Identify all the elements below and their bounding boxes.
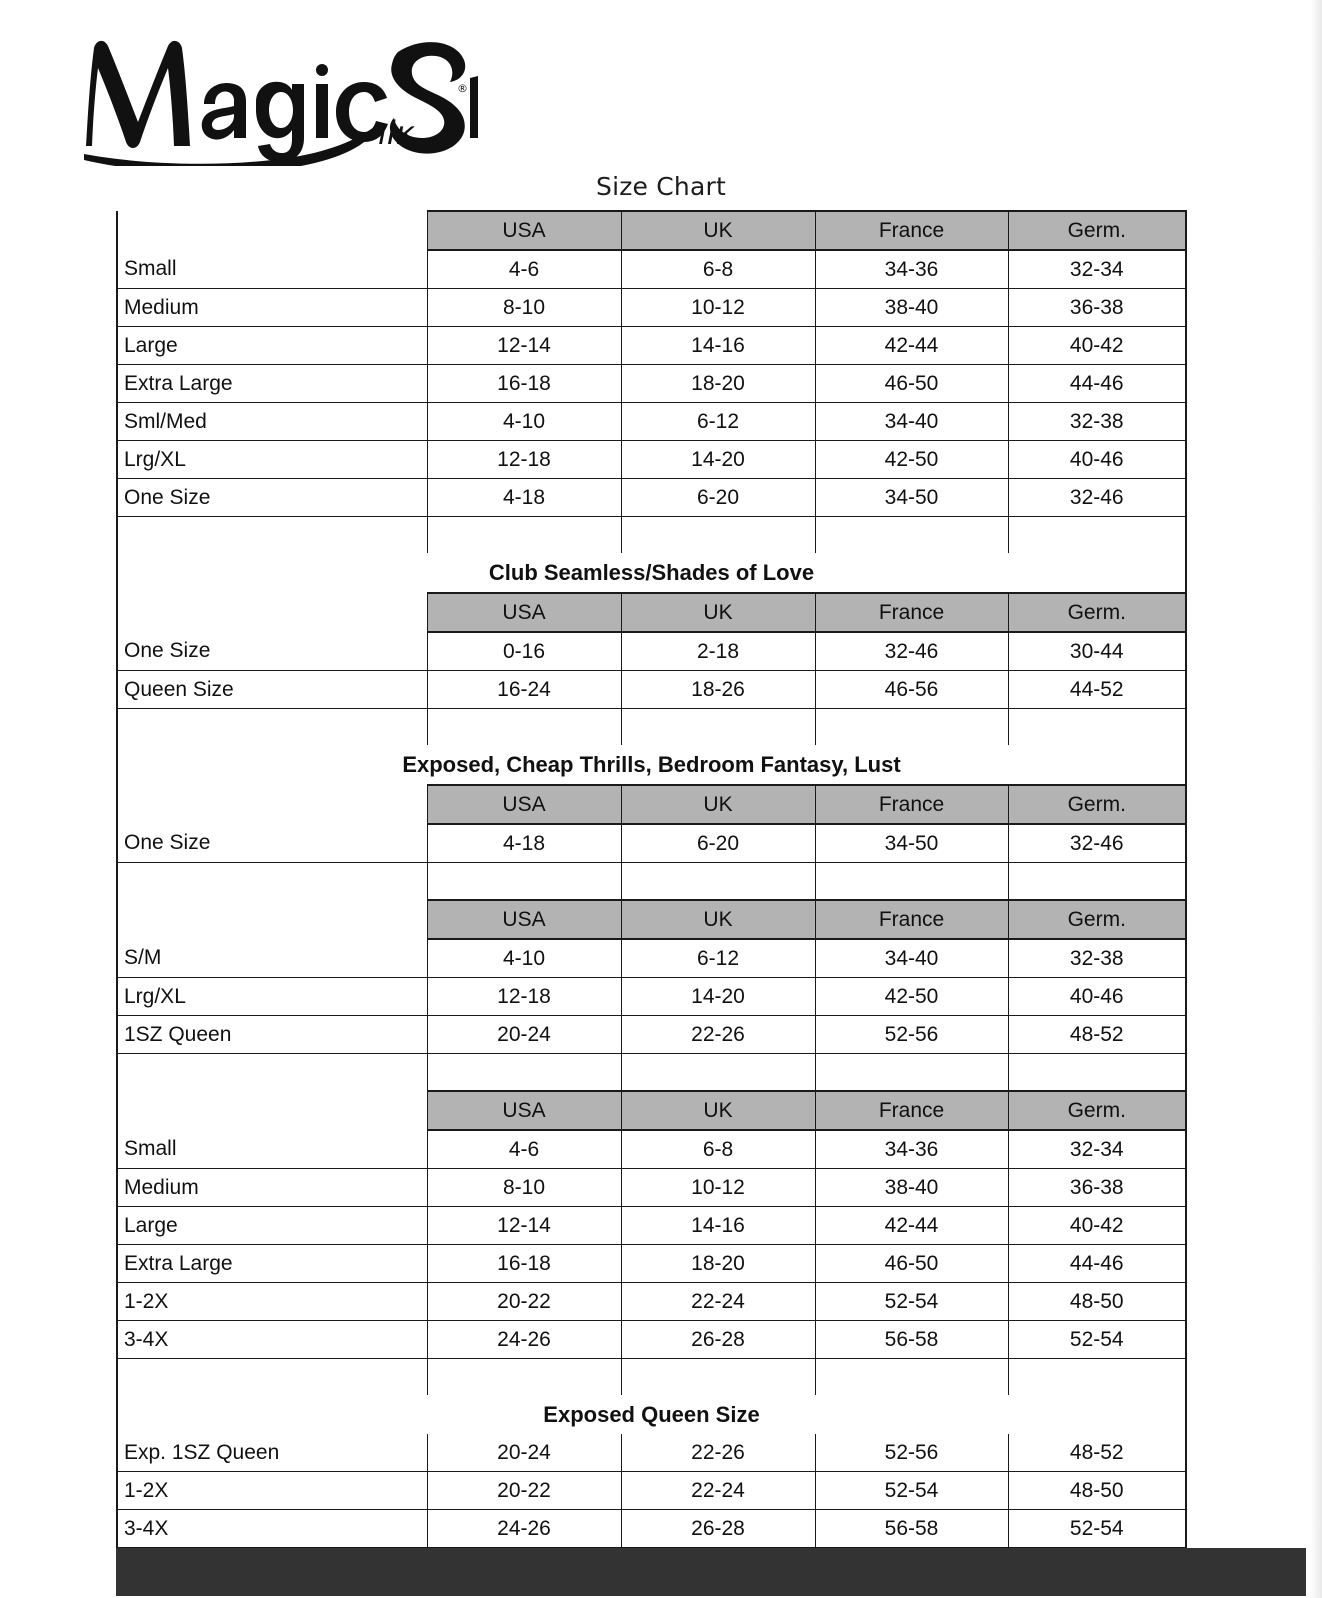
cell-germany: 32-38: [1008, 939, 1186, 978]
section-heading: Exposed, Cheap Thrills, Bedroom Fantasy, Lust: [117, 745, 1186, 785]
brand-logo-icon: [78, 26, 478, 166]
spacer-row: [117, 517, 1186, 554]
table-row: [117, 1434, 1186, 1472]
spacer-cell: [815, 1359, 1008, 1396]
table-row: [117, 479, 1186, 517]
cell-uk: 14-16: [621, 1207, 815, 1245]
header-uk: UK: [621, 211, 815, 250]
cell-germany: 36-38: [1008, 1169, 1186, 1207]
cell-france: 34-36: [815, 1130, 1008, 1169]
row-label: 1SZ Queen: [117, 1016, 427, 1054]
table-row: [117, 1472, 1186, 1510]
cell-usa: 12-18: [427, 978, 621, 1016]
footer-bar: [116, 1548, 1306, 1596]
cell-usa: 20-24: [427, 1016, 621, 1054]
table-row: [117, 1283, 1186, 1321]
row-label: Sml/Med: [117, 403, 427, 441]
row-label: Exp. 1SZ Queen: [117, 1434, 427, 1472]
cell-uk: 14-20: [621, 978, 815, 1016]
row-label: Large: [117, 1207, 427, 1245]
spacer-cell: [1008, 863, 1186, 901]
cell-germany: 44-46: [1008, 1245, 1186, 1283]
row-label: Queen Size: [117, 671, 427, 709]
spacer-cell: [117, 1054, 427, 1092]
header-uk: UK: [621, 785, 815, 824]
cell-usa: 12-14: [427, 1207, 621, 1245]
table-row: [117, 365, 1186, 403]
cell-usa: 4-10: [427, 939, 621, 978]
column-header-row: [117, 900, 1186, 939]
cell-germany: 30-44: [1008, 632, 1186, 671]
cell-uk: 18-26: [621, 671, 815, 709]
spacer-cell: [117, 709, 427, 746]
header-uk: UK: [621, 1091, 815, 1130]
table-row: [117, 939, 1186, 978]
cell-france: 34-40: [815, 403, 1008, 441]
cell-germany: 40-42: [1008, 327, 1186, 365]
header-france: France: [815, 900, 1008, 939]
cell-germany: 44-52: [1008, 671, 1186, 709]
row-label: One Size: [117, 479, 427, 517]
cell-france: 52-54: [815, 1283, 1008, 1321]
cell-uk: 6-20: [621, 479, 815, 517]
column-header-row: [117, 593, 1186, 632]
table-row: [117, 441, 1186, 479]
size-chart-table-area: [116, 210, 1185, 1548]
header-uk: UK: [621, 900, 815, 939]
cell-france: 46-50: [815, 365, 1008, 403]
spacer-cell: [1008, 1054, 1186, 1092]
cell-uk: 10-12: [621, 289, 815, 327]
cell-usa: 4-6: [427, 250, 621, 289]
cell-france: 32-46: [815, 632, 1008, 671]
cell-uk: 6-12: [621, 939, 815, 978]
cell-uk: 14-20: [621, 441, 815, 479]
spacer-cell: [621, 517, 815, 554]
cell-france: 46-50: [815, 1245, 1008, 1283]
table-row: [117, 978, 1186, 1016]
spacer-cell: [815, 1054, 1008, 1092]
table-row: [117, 1510, 1186, 1548]
cell-usa: 4-18: [427, 479, 621, 517]
cell-uk: 10-12: [621, 1169, 815, 1207]
cell-uk: 26-28: [621, 1321, 815, 1359]
cell-usa: 0-16: [427, 632, 621, 671]
header-usa: USA: [427, 1091, 621, 1130]
spacer-cell: [815, 517, 1008, 554]
column-header-row: [117, 211, 1186, 250]
table-row: [117, 1169, 1186, 1207]
size-chart-table: [116, 210, 1187, 1548]
cell-uk: 2-18: [621, 632, 815, 671]
cell-germany: 32-46: [1008, 824, 1186, 863]
spacer-row: [117, 709, 1186, 746]
cell-france: 38-40: [815, 289, 1008, 327]
table-row: [117, 250, 1186, 289]
row-label: Extra Large: [117, 365, 427, 403]
header-blank-cell: [117, 593, 427, 632]
cell-uk: 6-8: [621, 1130, 815, 1169]
cell-usa: 4-6: [427, 1130, 621, 1169]
table-row: [117, 671, 1186, 709]
header-blank-cell: [117, 900, 427, 939]
spacer-cell: [117, 517, 427, 554]
cell-germany: 32-34: [1008, 1130, 1186, 1169]
cell-france: 52-56: [815, 1434, 1008, 1472]
cell-germany: 40-46: [1008, 978, 1186, 1016]
spacer-cell: [117, 863, 427, 901]
header-france: France: [815, 593, 1008, 632]
cell-uk: 26-28: [621, 1510, 815, 1548]
row-label: Small: [117, 250, 427, 289]
cell-uk: 14-16: [621, 327, 815, 365]
cell-uk: 18-20: [621, 1245, 815, 1283]
cell-france: 34-50: [815, 479, 1008, 517]
table-row: [117, 1016, 1186, 1054]
cell-france: 34-36: [815, 250, 1008, 289]
column-header-row: [117, 1091, 1186, 1130]
row-label: S/M: [117, 939, 427, 978]
cell-usa: 20-22: [427, 1283, 621, 1321]
cell-france: 42-44: [815, 1207, 1008, 1245]
table-row: [117, 289, 1186, 327]
cell-usa: 4-18: [427, 824, 621, 863]
cell-uk: 22-26: [621, 1016, 815, 1054]
spacer-cell: [1008, 1359, 1186, 1396]
cell-usa: 20-22: [427, 1472, 621, 1510]
cell-usa: 8-10: [427, 289, 621, 327]
table-row: [117, 1130, 1186, 1169]
cell-france: 42-50: [815, 441, 1008, 479]
spacer-cell: [117, 1359, 427, 1396]
cell-germany: 48-50: [1008, 1472, 1186, 1510]
cell-france: 56-58: [815, 1510, 1008, 1548]
table-row: [117, 1207, 1186, 1245]
spacer-cell: [1008, 709, 1186, 746]
spacer-cell: [427, 1359, 621, 1396]
row-label: 1-2X: [117, 1283, 427, 1321]
row-label: Small: [117, 1130, 427, 1169]
cell-germany: 48-52: [1008, 1434, 1186, 1472]
header-germany: Germ.: [1008, 1091, 1186, 1130]
cell-uk: 22-24: [621, 1283, 815, 1321]
spacer-cell: [427, 1054, 621, 1092]
cell-france: 42-50: [815, 978, 1008, 1016]
cell-uk: 22-24: [621, 1472, 815, 1510]
cell-usa: 16-18: [427, 1245, 621, 1283]
table-row: [117, 824, 1186, 863]
row-label: One Size: [117, 632, 427, 671]
spacer-cell: [621, 1054, 815, 1092]
cell-germany: 40-46: [1008, 441, 1186, 479]
row-label: One Size: [117, 824, 427, 863]
spacer-row: [117, 1359, 1186, 1396]
header-france: France: [815, 785, 1008, 824]
header-blank-cell: [117, 1091, 427, 1130]
header-germany: Germ.: [1008, 211, 1186, 250]
row-label: Medium: [117, 289, 427, 327]
cell-germany: 44-46: [1008, 365, 1186, 403]
cell-germany: 48-50: [1008, 1283, 1186, 1321]
spacer-cell: [427, 517, 621, 554]
spacer-cell: [621, 863, 815, 901]
cell-france: 34-50: [815, 824, 1008, 863]
header-france: France: [815, 1091, 1008, 1130]
section-heading: Exposed Queen Size: [117, 1395, 1186, 1434]
column-header-row: [117, 785, 1186, 824]
cell-uk: 18-20: [621, 365, 815, 403]
page-title: Size Chart: [596, 172, 726, 201]
table-row: [117, 1321, 1186, 1359]
header-germany: Germ.: [1008, 785, 1186, 824]
section-heading-row: [117, 745, 1186, 785]
row-label: 1-2X: [117, 1472, 427, 1510]
table-row: [117, 632, 1186, 671]
cell-uk: 6-12: [621, 403, 815, 441]
spacer-cell: [427, 709, 621, 746]
section-heading-row: [117, 1395, 1186, 1434]
cell-uk: 22-26: [621, 1434, 815, 1472]
cell-france: 52-54: [815, 1472, 1008, 1510]
row-label: Lrg/XL: [117, 441, 427, 479]
cell-usa: 8-10: [427, 1169, 621, 1207]
header-usa: USA: [427, 211, 621, 250]
spacer-cell: [621, 1359, 815, 1396]
cell-france: 52-56: [815, 1016, 1008, 1054]
row-label: Medium: [117, 1169, 427, 1207]
spacer-row: [117, 1054, 1186, 1092]
header-usa: USA: [427, 593, 621, 632]
cell-usa: 12-18: [427, 441, 621, 479]
row-label: Lrg/XL: [117, 978, 427, 1016]
header-uk: UK: [621, 593, 815, 632]
header-germany: Germ.: [1008, 900, 1186, 939]
cell-germany: 48-52: [1008, 1016, 1186, 1054]
spacer-cell: [427, 863, 621, 901]
cell-usa: 16-24: [427, 671, 621, 709]
cell-germany: 52-54: [1008, 1321, 1186, 1359]
cell-germany: 52-54: [1008, 1510, 1186, 1548]
cell-usa: 4-10: [427, 403, 621, 441]
cell-uk: 6-8: [621, 250, 815, 289]
section-heading-row: [117, 553, 1186, 593]
cell-germany: 32-46: [1008, 479, 1186, 517]
cell-germany: 40-42: [1008, 1207, 1186, 1245]
spacer-cell: [815, 863, 1008, 901]
page-edge-shadow: [1310, 0, 1322, 1598]
cell-germany: 36-38: [1008, 289, 1186, 327]
svg-text:ılк: ılк: [378, 114, 416, 152]
spacer-cell: [815, 709, 1008, 746]
cell-france: 56-58: [815, 1321, 1008, 1359]
row-label: 3-4X: [117, 1510, 427, 1548]
cell-germany: 32-34: [1008, 250, 1186, 289]
spacer-cell: [621, 709, 815, 746]
header-france: France: [815, 211, 1008, 250]
cell-france: 46-56: [815, 671, 1008, 709]
cell-uk: 6-20: [621, 824, 815, 863]
cell-usa: 24-26: [427, 1321, 621, 1359]
header-usa: USA: [427, 785, 621, 824]
header-blank-cell: [117, 785, 427, 824]
cell-usa: 20-24: [427, 1434, 621, 1472]
table-row: [117, 403, 1186, 441]
row-label: Large: [117, 327, 427, 365]
cell-france: 38-40: [815, 1169, 1008, 1207]
cell-france: 34-40: [815, 939, 1008, 978]
header-usa: USA: [427, 900, 621, 939]
cell-usa: 16-18: [427, 365, 621, 403]
header-germany: Germ.: [1008, 593, 1186, 632]
spacer-row: [117, 863, 1186, 901]
cell-france: 42-44: [815, 327, 1008, 365]
svg-text:®: ®: [457, 82, 468, 95]
row-label: 3-4X: [117, 1321, 427, 1359]
cell-usa: 12-14: [427, 327, 621, 365]
header-blank-cell: [117, 211, 427, 250]
spacer-cell: [1008, 517, 1186, 554]
section-heading: Club Seamless/Shades of Love: [117, 553, 1186, 593]
magic-silk-logo: [78, 26, 478, 166]
table-row: [117, 1245, 1186, 1283]
table-row: [117, 327, 1186, 365]
row-label: Extra Large: [117, 1245, 427, 1283]
cell-usa: 24-26: [427, 1510, 621, 1548]
cell-germany: 32-38: [1008, 403, 1186, 441]
